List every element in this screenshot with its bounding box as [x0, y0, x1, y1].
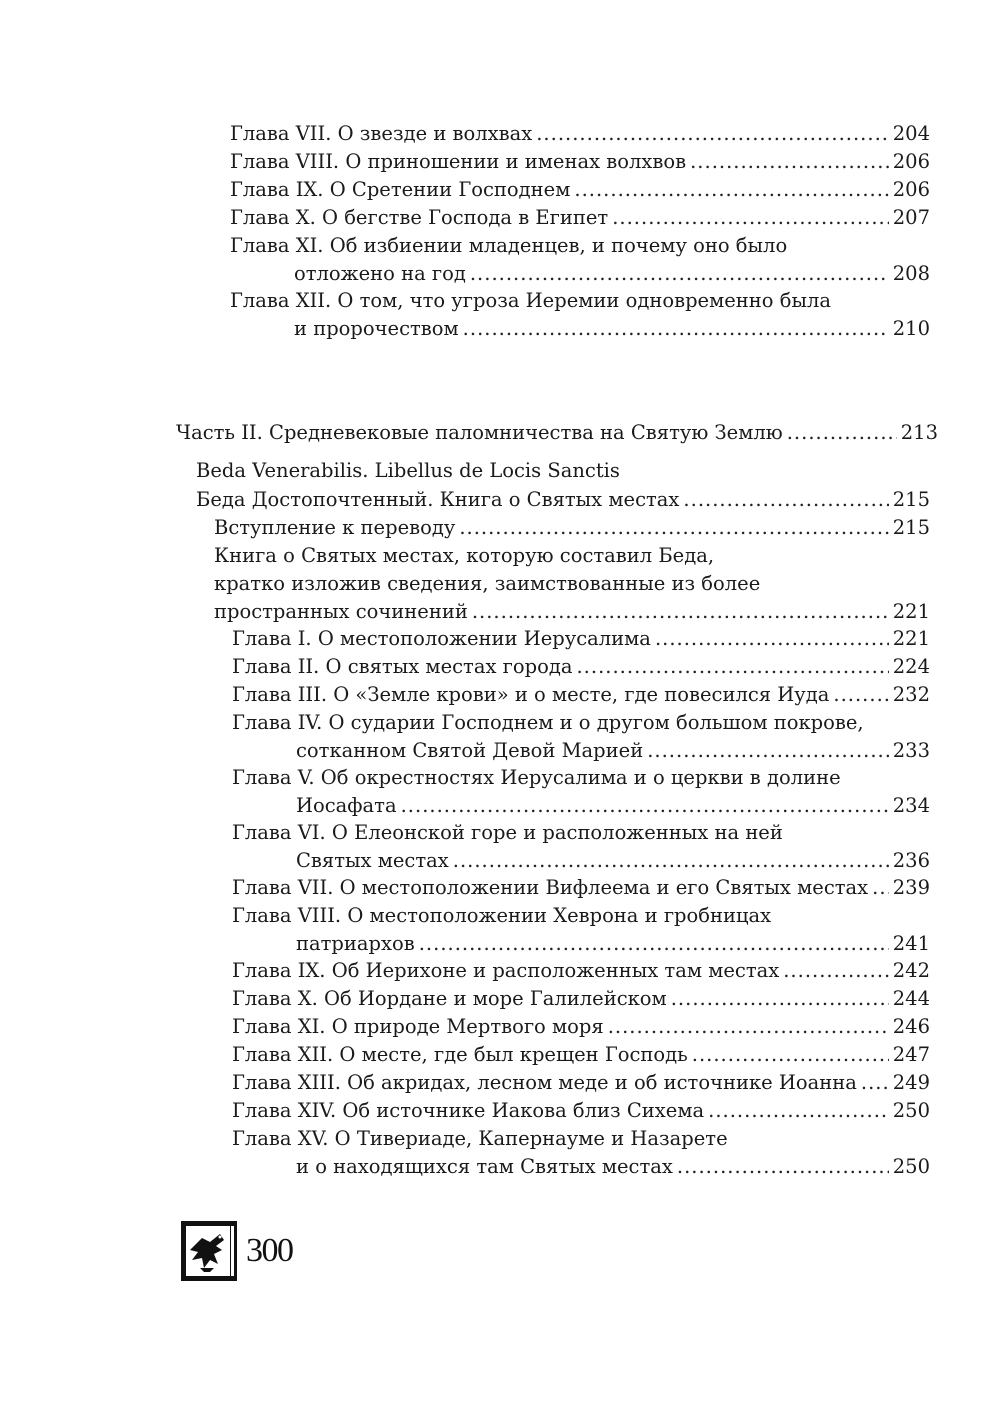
- toc-entry-title: Глава II. О святых местах города: [232, 655, 573, 678]
- toc-entry-title: отложено на год: [294, 262, 466, 285]
- toc-entry-title: Глава VIII. О приношении и именах волхвов: [230, 150, 687, 173]
- toc-entry-page: 244: [892, 987, 930, 1010]
- toc-entry-title: сотканном Святой Девой Марией: [296, 739, 644, 762]
- dot-leader: [463, 315, 889, 343]
- toc-entry-page: 215: [892, 488, 930, 511]
- dot-leader: [787, 419, 897, 447]
- toc-entry: [232, 1125, 930, 1181]
- dot-leader: [574, 176, 888, 204]
- toc-entry-title: Глава XV. О Тивериаде, Капернауме и Назарете: [232, 1127, 728, 1150]
- toc-entry-page: 246: [892, 1015, 930, 1038]
- toc-entry-title: Глава VII. О местоположении Вифлеема и его Святых местах: [232, 876, 869, 899]
- dot-leader: [419, 930, 889, 958]
- toc-entry-title: Глава III. О «Земле крови» и о месте, где повесился Иуда: [232, 683, 830, 706]
- toc-entry-title: Святых местах: [296, 849, 449, 872]
- toc-entry: [232, 1013, 930, 1041]
- toc-entry-title: Глава XIV. Об источнике Иакова близ Сихема: [232, 1099, 705, 1122]
- toc-entry: [230, 204, 930, 232]
- toc-entry-title: Глава X. Об Иордане и море Галилейском: [232, 987, 667, 1010]
- toc-entry-page: 221: [892, 627, 930, 650]
- toc-entry: [232, 764, 930, 820]
- toc-entry-title: Иосафата: [296, 794, 397, 817]
- toc-entry-page: 247: [892, 1043, 930, 1066]
- toc-entry: [232, 819, 930, 875]
- toc-entry-title: Глава X. О бегстве Господа в Египет: [230, 206, 609, 229]
- toc-entry: [176, 419, 938, 447]
- page-number: 300: [246, 1232, 293, 1269]
- toc-entry-title: Глава IX. О Сретении Господнем: [230, 178, 571, 201]
- dot-leader: [612, 204, 889, 232]
- toc-entry: [230, 176, 930, 204]
- toc-entry-title: Глава XI. О природе Мертвого моря: [232, 1015, 604, 1038]
- dot-leader: [647, 737, 889, 765]
- dot-leader: [692, 1041, 889, 1069]
- toc-entry-title: Глава XII. О месте, где был крещен Господь: [232, 1043, 688, 1066]
- toc-entry-page: 213: [900, 421, 938, 444]
- dot-leader: [459, 514, 888, 542]
- toc-entry: [230, 287, 930, 343]
- toc-entry-page: 232: [892, 683, 930, 706]
- toc-entry-title: Глава VII. О звезде и волхвах: [230, 122, 533, 145]
- page-footer: [180, 1220, 360, 1284]
- toc-entry: [232, 902, 930, 958]
- toc-entry: [214, 514, 930, 542]
- dot-leader: [677, 1153, 889, 1181]
- toc-entry-page: 206: [892, 150, 930, 173]
- toc-entry: [232, 1041, 930, 1069]
- toc-entry-title: Глава V. Об окрестностях Иерусалима и о церкви в долине: [232, 766, 841, 789]
- toc-entry-title: Глава IV. О сударии Господнем и о другом большом покрове,: [232, 711, 864, 734]
- dot-leader: [608, 1013, 889, 1041]
- toc-entry-title: Глава XII. О том, что угроза Иеремии одновременно была: [230, 289, 832, 312]
- latin-title: Beda Venerabilis. Libellus de Locis Sanctis: [196, 459, 620, 482]
- toc-entry-page: 215: [892, 516, 930, 539]
- toc-entry-title: и пророчеством: [294, 317, 459, 340]
- toc-entry: [232, 709, 930, 765]
- toc-entry-title: Глава IX. Об Иерихоне и расположенных там местах: [232, 959, 780, 982]
- toc-entry-title: Беда Достопочтенный. Книга о Святых местах: [196, 488, 680, 511]
- dot-leader: [690, 148, 889, 176]
- dot-leader: [783, 957, 889, 985]
- toc-entry-page: 210: [892, 317, 930, 340]
- toc-entry-title: Глава XIII. Об акридах, лесном меде и об источнике Иоанна: [232, 1071, 857, 1094]
- toc-entry: [232, 1069, 930, 1097]
- toc-entry-title: патриархов: [296, 932, 415, 955]
- dot-leader: [833, 681, 888, 709]
- toc-entry-page: 241: [892, 932, 930, 955]
- toc-entry-page: 224: [892, 655, 930, 678]
- toc-entry: [230, 232, 930, 288]
- toc-entry-page: 233: [892, 739, 930, 762]
- dot-leader: [861, 1069, 889, 1097]
- toc-entry-title: Книга о Святых местах, которую составил Беда,: [214, 544, 715, 567]
- toc-entry-title: кратко изложив сведения, заимствованные из более: [214, 572, 761, 595]
- toc-entry-page: 250: [892, 1155, 930, 1178]
- toc-entry-title: Глава I. О местоположении Иерусалима: [232, 627, 651, 650]
- toc-entry-page: 208: [892, 262, 930, 285]
- toc-entry-page: 207: [892, 206, 930, 229]
- toc-entry-title: и о находящихся там Святых местах: [296, 1155, 673, 1178]
- dot-leader: [708, 1097, 889, 1125]
- toc-entry-title: Часть II. Средневековые паломничества на Святую Землю: [176, 421, 783, 444]
- dot-leader: [671, 985, 889, 1013]
- toc-entry: [232, 874, 930, 902]
- dot-leader: [683, 486, 888, 514]
- toc-entry-page: 250: [892, 1099, 930, 1122]
- toc-entry-page: 206: [892, 178, 930, 201]
- toc-entry: [232, 653, 930, 681]
- toc-entry-page: 204: [892, 122, 930, 145]
- dot-leader: [576, 653, 888, 681]
- toc-entry: [230, 148, 930, 176]
- toc-entry-title: Глава VI. О Елеонской горе и расположенных на ней: [232, 821, 783, 844]
- toc-entry-page: 236: [892, 849, 930, 872]
- eagle-emblem-icon: [180, 1220, 238, 1282]
- toc-entry-page: 221: [892, 600, 930, 623]
- toc-entry: [214, 542, 930, 626]
- dot-leader: [470, 260, 889, 288]
- toc-entry: [230, 120, 930, 148]
- toc-entry: [196, 486, 930, 514]
- dot-leader: [453, 847, 889, 875]
- dot-leader: [472, 598, 889, 626]
- dot-leader: [872, 874, 889, 902]
- toc-entry-page: 234: [892, 794, 930, 817]
- toc-entry-title: Глава VIII. О местоположении Хеврона и гробницах: [232, 904, 772, 927]
- toc-entry-title: Глава XI. Об избиении младенцев, и почему оно было: [230, 234, 788, 257]
- toc-entry-page: 249: [892, 1071, 930, 1094]
- toc-entry-title: Вступление к переводу: [214, 516, 456, 539]
- toc-entry: [232, 957, 930, 985]
- dot-leader: [536, 120, 889, 148]
- toc-entry: [232, 985, 930, 1013]
- toc-entry: [232, 1097, 930, 1125]
- dot-leader: [401, 792, 889, 820]
- toc-entry-page: 239: [892, 876, 930, 899]
- toc-entry: [232, 625, 930, 653]
- toc-entry-title: пространных сочинений: [214, 600, 468, 623]
- toc-entry: [232, 681, 930, 709]
- toc-entry-page: 242: [892, 959, 930, 982]
- dot-leader: [655, 625, 889, 653]
